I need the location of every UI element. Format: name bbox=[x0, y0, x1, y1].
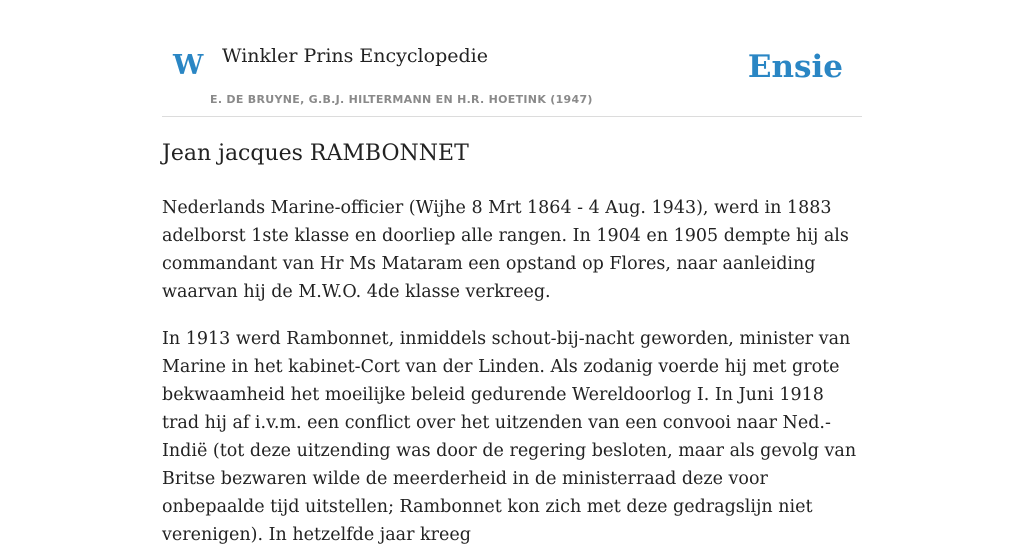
publication-title[interactable]: Winkler Prins Encyclopedie bbox=[222, 45, 488, 67]
article-content bbox=[162, 138, 862, 549]
publication-logo-icon[interactable]: W bbox=[173, 50, 204, 81]
article-paragraph: Nederlands Marine-officier (Wijhe 8 Mrt 1864 - 4 Aug. 1943), werd in 1883 adelborst 1ste klasse en doorliep alle rangen. In 1904 en 1905 dempte hij als commandant van Hr Ms Mataram een opstand op Flores, naar aanleiding waarvan hij de M.W.O. 4de klasse verkreeg. bbox=[162, 198, 849, 302]
article-title: Jean jacques RAMBONNET bbox=[162, 141, 469, 166]
publication-authors: E. DE BRUYNE, G.B.J. HILTERMANN EN H.R. HOETINK (1947) bbox=[210, 93, 593, 106]
article-paragraph: In 1913 werd Rambonnet, inmiddels schout-bij-nacht geworden, minister van Marine in het kabinet-Cort van der Linden. Als zodanig voerde hij met grote bekwaamheid het moeilijke beleid gedurende Wereldoorlog I. In Juni 1918 trad hij af i.v.m. een conflict over het uitzenden van een convooi naar Ned.-Indië (tot deze uitzending was door de regering besloten, maar als gevolg van Britse bezwaren wilde de meerderheid in de ministerraad deze voor onbepaalde tijd uitstellen; Rambonnet kon zich met deze gedragslijn niet verenigen). In hetzelfde jaar kreeg bbox=[162, 329, 857, 545]
page-header bbox=[162, 0, 862, 117]
ensie-logo[interactable]: Ensie bbox=[747, 49, 843, 85]
